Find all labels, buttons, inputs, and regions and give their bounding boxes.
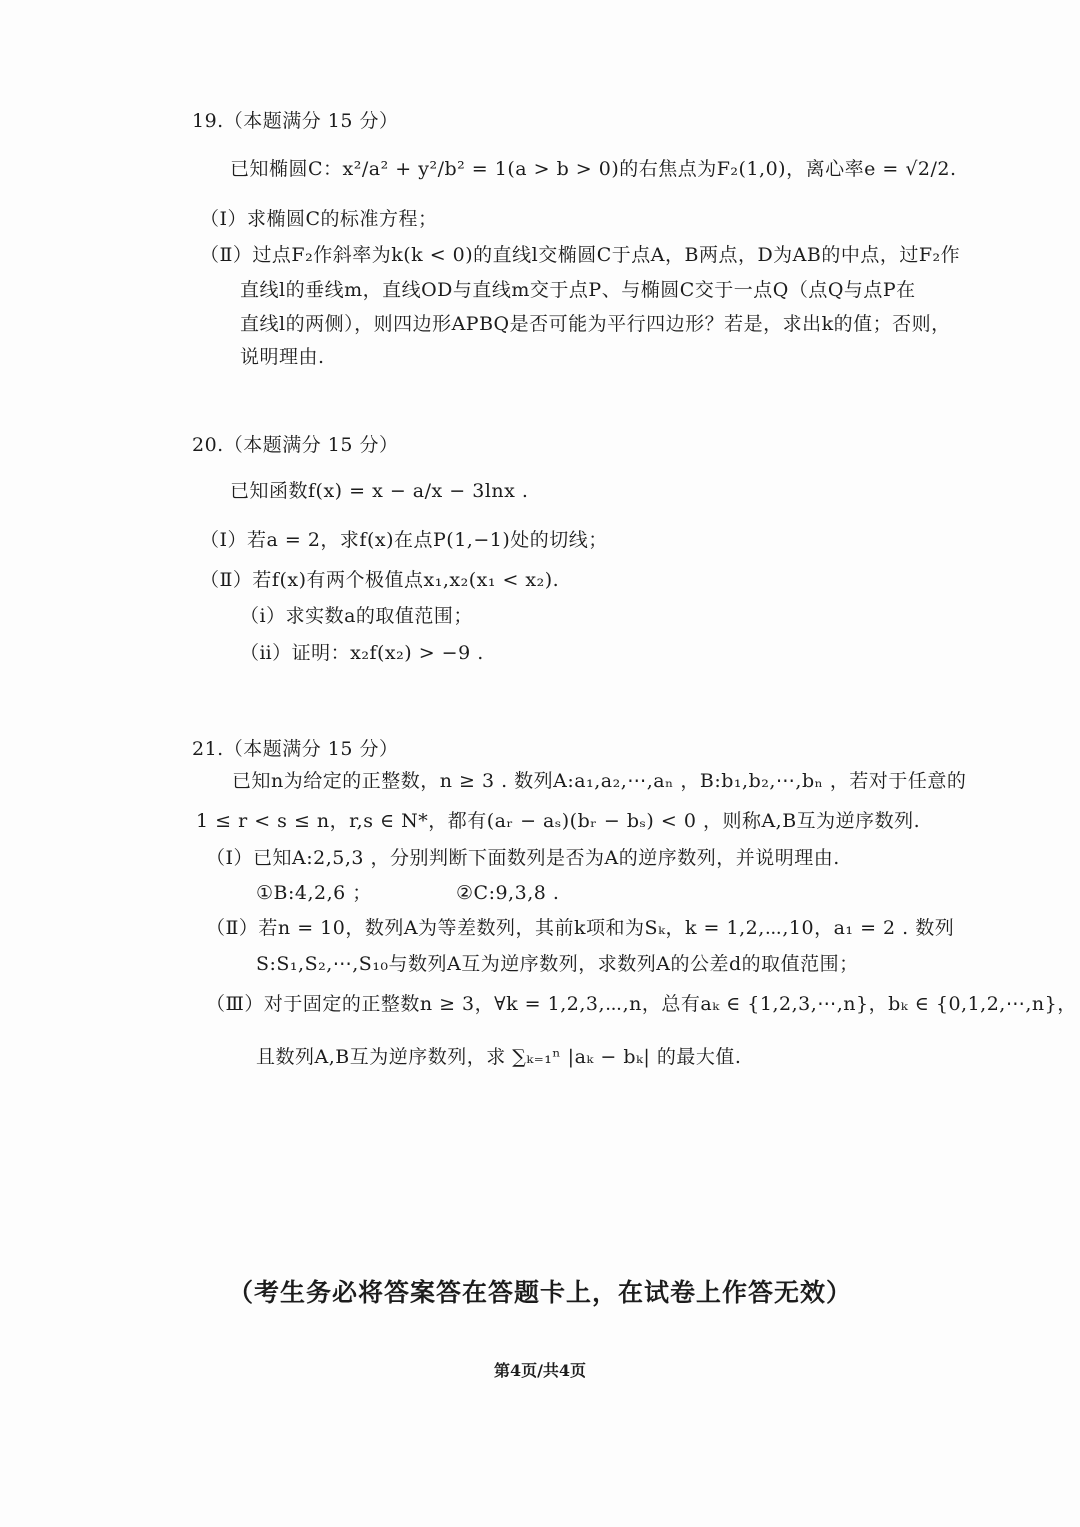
q19-part1: （Ⅰ）求椭圆C的标准方程； — [200, 208, 438, 230]
q21-part2-line2: S:S₁,S₂,⋯,S₁₀与数列A互为逆序数列，求数列A的公差d的取值范围； — [256, 953, 859, 975]
q19-part2-line1: （Ⅱ）过点F₂作斜率为k(k < 0)的直线l交椭圆C于点A，B两点，D为AB的中点，过F₂作 — [200, 244, 961, 266]
q19-part2-line3: 直线l的两侧），则四边形APBQ是否可能为平行四边形？若是，求出k的值；否则， — [240, 313, 951, 335]
q21-part3-line1: （Ⅲ）对于固定的正整数n ≥ 3，∀k = 1,2,3,⋯,n，总有aₖ ∈ {1,2,3,⋯,n}，bₖ ∈ {0,1,2,⋯,n}， — [206, 993, 1077, 1015]
q21-part1-option1: ①B:4,2,6 ； — [256, 882, 372, 904]
q20-sub-i: （ⅰ）求实数a的取值范围； — [240, 605, 473, 627]
q19-heading: 19.（本题满分 15 分） — [192, 110, 399, 132]
q19-stem: 已知椭圆C：x²/a² + y²/b² = 1(a > b > 0)的右焦点为F₂(1,0)，离心率e = √2/2. — [230, 158, 957, 180]
q21-stem-line2: 1 ≤ r < s ≤ n，r,s ∈ N*，都有(aᵣ − aₛ)(bᵣ − bₛ) < 0 ，则称A,B互为逆序数列. — [196, 810, 921, 832]
q20-part1: （Ⅰ）若a = 2，求f(x)在点P(1,−1)处的切线； — [200, 529, 608, 551]
q20-stem: 已知函数f(x) = x − a/x − 3lnx . — [230, 480, 529, 502]
q19-part2-line2: 直线l的垂线m，直线OD与直线m交于点P、与椭圆C交于一点Q（点Q与点P在 — [240, 279, 916, 301]
q20-sub-ii: （ⅱ）证明：x₂f(x₂) > −9 . — [240, 642, 484, 664]
q19-part2-line4: 说明理由. — [240, 346, 325, 368]
page-number: 第4页/共4页 — [493, 1361, 587, 1380]
answer-sheet-notice: （考生务必将答案答在答题卡上，在试卷上作答无效） — [227, 1278, 852, 1307]
q21-heading: 21.（本题满分 15 分） — [192, 738, 399, 760]
q21-part2-line1: （Ⅱ）若n = 10，数列A为等差数列，其前k项和为Sₖ，k = 1,2,⋯,10，a₁ = 2 . 数列 — [206, 917, 955, 939]
q21-part3-line2: 且数列A,B互为逆序数列，求 ∑ₖ₌₁ⁿ |aₖ − bₖ| 的最大值. — [256, 1046, 742, 1068]
q20-part2: （Ⅱ）若f(x)有两个极值点x₁,x₂(x₁ < x₂). — [200, 569, 560, 591]
q21-part1: （Ⅰ）已知A:2,5,3 ，分别判断下面数列是否为A的逆序数列，并说明理由. — [206, 847, 840, 869]
q21-part1-option2: ②C:9,3,8 . — [456, 882, 560, 904]
q20-heading: 20.（本题满分 15 分） — [192, 434, 399, 456]
q21-stem-line1: 已知n为给定的正整数，n ≥ 3 . 数列A:a₁,a₂,⋯,aₙ ，B:b₁,b₂,⋯,bₙ ，若对于任意的 — [232, 770, 967, 792]
